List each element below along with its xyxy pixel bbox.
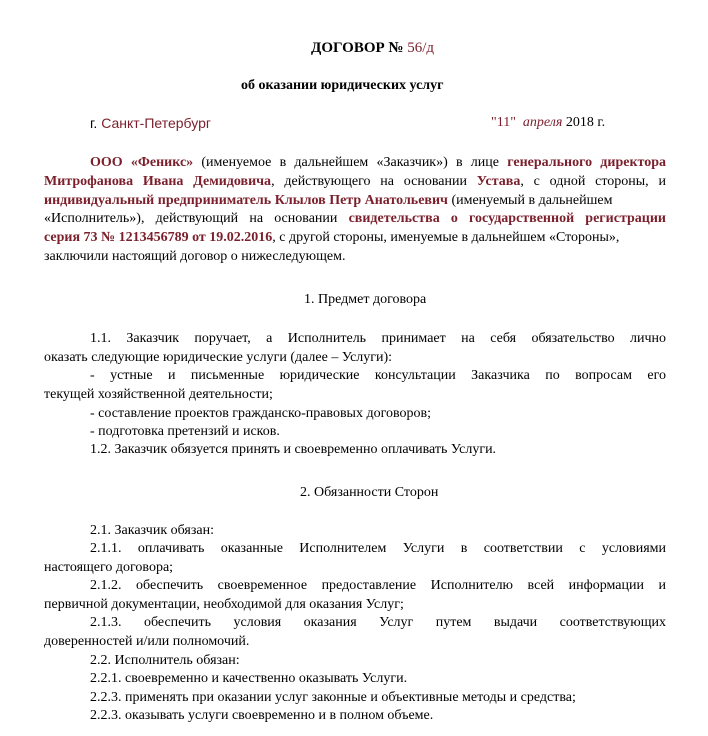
- clause-2-1-2-line-1: 2.1.2. обеспечить своевременное предоставление Исполнителю всей информации и: [90, 578, 666, 593]
- section-1-heading: 1. Предмет договора: [304, 292, 427, 307]
- clause-2-1: 2.1. Заказчик обязан:: [90, 523, 214, 538]
- date-year: 2018 г.: [565, 115, 606, 130]
- contract-subtitle: об оказании юридических услуг: [241, 78, 444, 93]
- clause-2-2: 2.2. Исполнитель обязан:: [90, 653, 240, 668]
- preamble-line-3: индивидуальный предприниматель Клылов Петр Анатольевич (именуемый в дальнейшем: [44, 193, 613, 208]
- contract-date: [491, 114, 605, 132]
- contract-place: г. Санкт-Петербург: [90, 115, 211, 131]
- clause-2-1-1-line-2: настоящего договора;: [44, 560, 174, 575]
- date-day: "11": [491, 115, 516, 130]
- preamble-line-6: заключили настоящий договор о нижеследующем.: [44, 249, 346, 264]
- bullet-1-line-2: текущей хозяйственной деятельности;: [44, 387, 273, 402]
- preamble-line-2: Митрофанова Ивана Демидовича, действующего на основании Устава, с одной стороны, и: [44, 174, 666, 189]
- preamble-line-4: «Исполнитель»), действующий на основании свидетельства о государственной регистрации: [44, 211, 666, 226]
- clause-2-1-3-line-1: 2.1.3. обеспечить условия оказания Услуг путем выдачи соответствующих: [90, 615, 666, 630]
- preamble-line-1: ООО «Феникс» (именуемое в дальнейшем «Заказчик») в лице генерального директора: [90, 155, 666, 170]
- clause-1-1-line-1: 1.1. Заказчик поручает, а Исполнитель принимает на себя обязательство лично: [90, 331, 666, 346]
- clause-1-2: 1.2. Заказчик обязуется принять и своевременно оплачивать Услуги.: [90, 442, 497, 457]
- bullet-3: - подготовка претензий и исков.: [90, 424, 280, 439]
- section-2-heading: 2. Обязанности Сторон: [300, 485, 439, 500]
- clause-2-1-1-line-1: 2.1.1. оплачивать оказанные Исполнителем Услуги в соответствии с условиями: [90, 541, 666, 556]
- contract-title: ДОГОВОР № 56/д: [311, 40, 435, 56]
- clause-1-1-line-2: оказать следующие юридические услуги (далее – Услуги):: [44, 350, 393, 365]
- date-month: апреля: [522, 115, 563, 130]
- bullet-1-line-1: - устные и письменные юридические консультации Заказчика по вопросам его: [90, 368, 666, 383]
- clause-2-1-2-line-2: первичной документации, необходимой для оказания Услуг;: [44, 597, 404, 612]
- bullet-2: - составление проектов гражданско-правовых договоров;: [90, 406, 431, 421]
- clause-2-2-3-methods: 2.2.3. применять при оказании услуг законные и объективные методы и средства;: [90, 690, 576, 705]
- clause-2-1-3-line-2: доверенностей и/или полномочий.: [44, 634, 250, 649]
- clause-2-2-1: 2.2.1. своевременно и качественно оказывать Услуги.: [90, 671, 408, 686]
- clause-2-2-3-timely: 2.2.3. оказывать услуги своевременно и в полном объеме.: [90, 708, 434, 723]
- preamble-line-5: серия 73 № 1213456789 от 19.02.2016, с другой стороны, именуемые в дальнейшем «Стороны»,: [44, 230, 620, 245]
- city: Санкт-Петербург: [101, 115, 211, 131]
- contract-number: 56/д: [407, 40, 435, 56]
